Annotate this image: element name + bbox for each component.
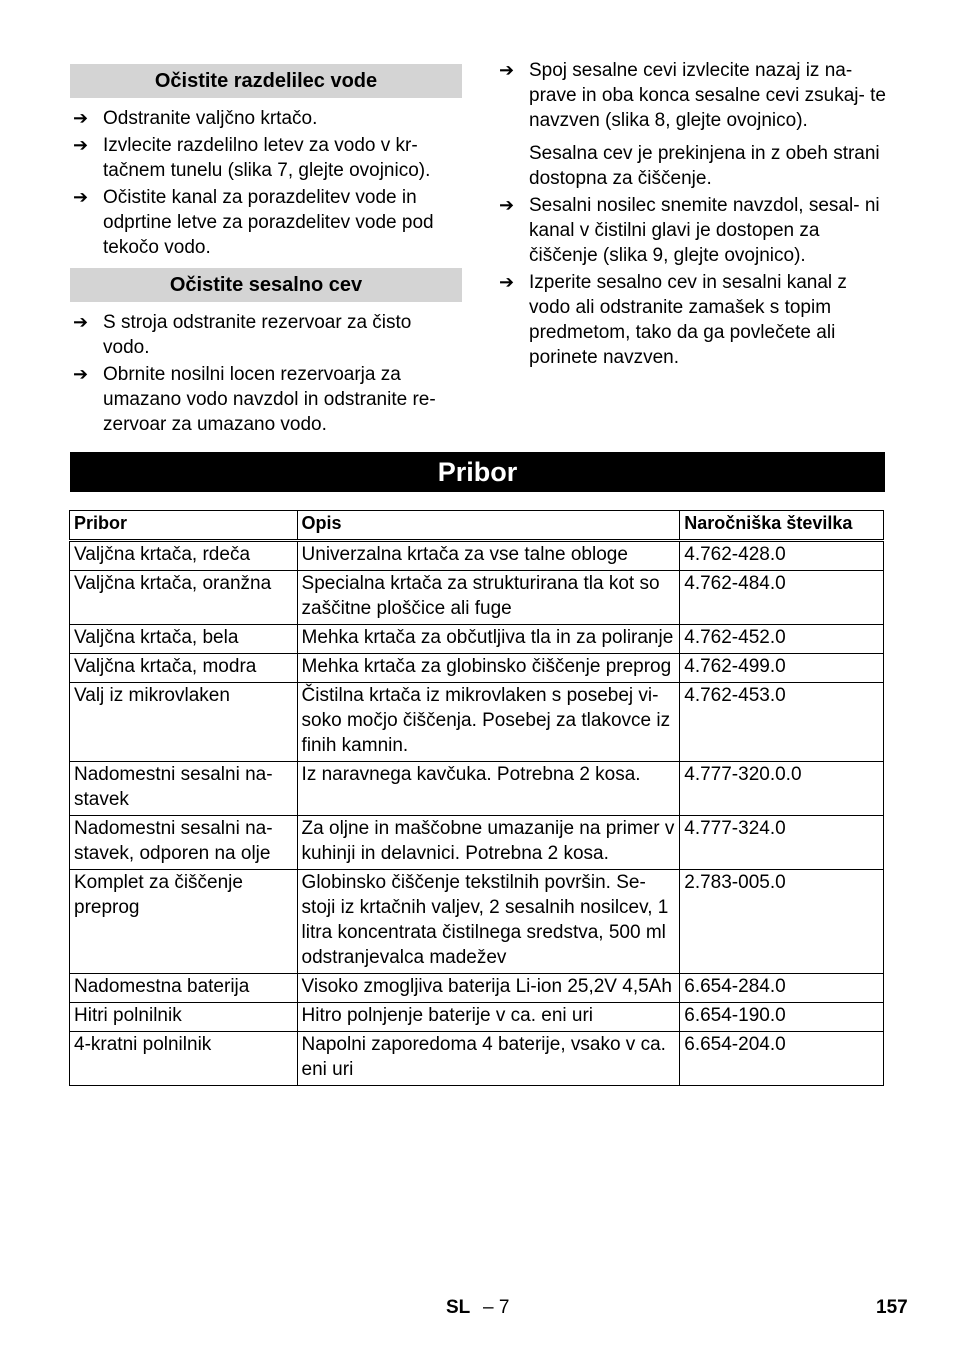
column-header-description: Opis bbox=[297, 511, 680, 541]
cell-description: Iz naravnega kavčuka. Potrebna 2 kosa. bbox=[297, 762, 680, 816]
accessories-table bbox=[69, 510, 884, 1086]
cell-description: Hitro polnjenje baterije v ca. eni uri bbox=[297, 1003, 680, 1032]
table-row bbox=[70, 870, 884, 974]
column-header-accessory: Pribor bbox=[70, 511, 298, 541]
right-column bbox=[496, 58, 888, 378]
table-row bbox=[70, 762, 884, 816]
footer-section-page: – 7 bbox=[483, 1297, 510, 1318]
list-item-text: Izvlecite razdelilno letev za vodo v kr- tačnem tunelu (slika 7, glejte ovojnico). bbox=[103, 135, 431, 181]
bullet-list-suction-hose bbox=[70, 310, 462, 437]
list-item bbox=[70, 310, 462, 360]
cell-accessory: Valjčna krtača, oranžna bbox=[70, 571, 298, 625]
cell-order-number: 6.654-284.0 bbox=[680, 974, 884, 1003]
page-number: 157 bbox=[876, 1297, 908, 1318]
section-heading-suction-hose: Očistite sesalno cev bbox=[70, 268, 462, 302]
arrow-right-icon: ➔ bbox=[499, 60, 515, 80]
list-item-text: S stroja odstranite rezervoar za čisto vodo. bbox=[103, 312, 412, 358]
cell-description: Za oljne in maščobne umazanije na primer v kuhinji in delavnici. Potrebna 2 kosa. bbox=[297, 816, 680, 870]
cell-order-number: 4.777-320.0.0 bbox=[680, 762, 884, 816]
column-header-order-number: Naročniška številka bbox=[680, 511, 884, 541]
cell-order-number: 6.654-190.0 bbox=[680, 1003, 884, 1032]
bullet-list-water-distributor bbox=[70, 106, 462, 260]
cell-order-number: 6.654-204.0 bbox=[680, 1032, 884, 1086]
cell-order-number: 4.777-324.0 bbox=[680, 816, 884, 870]
table-row bbox=[70, 1003, 884, 1032]
cell-description: Mehka krtača za občutljiva tla in za poliranje bbox=[297, 625, 680, 654]
left-column bbox=[70, 58, 462, 445]
cell-accessory: Nadomestni sesalni na- stavek bbox=[70, 762, 298, 816]
table-row bbox=[70, 654, 884, 683]
cell-description: Univerzalna krtača za vse talne obloge bbox=[297, 541, 680, 571]
cell-description: Specialna krtača za strukturirana tla kot so zaščitne ploščice ali fuge bbox=[297, 571, 680, 625]
list-item bbox=[496, 193, 888, 268]
table-row bbox=[70, 816, 884, 870]
arrow-right-icon: ➔ bbox=[73, 135, 89, 155]
cell-description: Globinsko čiščenje tekstilnih površin. Se- stoji iz krtačnih valjev, 2 sesalnih nosilcev, 1 litra koncentrata čistilnega sredstva, 500 ml odstranjevalca madežev bbox=[297, 870, 680, 974]
bullet-list-right bbox=[496, 58, 888, 133]
cell-accessory: Nadomestna baterija bbox=[70, 974, 298, 1003]
table-row bbox=[70, 625, 884, 654]
cell-accessory: 4-kratni polnilnik bbox=[70, 1032, 298, 1086]
cell-order-number: 4.762-452.0 bbox=[680, 625, 884, 654]
footer-language: SL bbox=[446, 1297, 471, 1318]
cell-order-number: 2.783-005.0 bbox=[680, 870, 884, 974]
list-item bbox=[70, 362, 462, 437]
cell-accessory: Valj iz mikrovlaken bbox=[70, 683, 298, 762]
section-heading-water-distributor: Očistite razdelilec vode bbox=[70, 64, 462, 98]
list-item-text: Spoj sesalne cevi izvlecite nazaj iz na- prave in oba konca sesalne cevi zsukaj- te navzven (slika 8, glejte ovojnico). bbox=[529, 60, 886, 131]
table-row bbox=[70, 571, 884, 625]
list-item-text: Izperite sesalno cev in sesalni kanal z vodo ali odstranite zamašek s topim predmetom, tako da ga povlečete ali porinete navzven. bbox=[529, 272, 847, 368]
cell-description: Mehka krtača za globinsko čiščenje preprog bbox=[297, 654, 680, 683]
table-row bbox=[70, 974, 884, 1003]
cell-description: Napolni zaporedoma 4 baterije, vsako v ca. eni uri bbox=[297, 1032, 680, 1086]
arrow-right-icon: ➔ bbox=[499, 272, 515, 292]
table-row bbox=[70, 541, 884, 571]
accessories-table-body bbox=[70, 541, 884, 1086]
cell-accessory: Komplet za čiščenje preprog bbox=[70, 870, 298, 974]
cell-order-number: 4.762-484.0 bbox=[680, 571, 884, 625]
cell-order-number: 4.762-453.0 bbox=[680, 683, 884, 762]
list-item-text: Sesalni nosilec snemite navzdol, sesal- ni kanal v čistilni glavi je dostopen za čiščenje (slika 9, glejte ovojnico). bbox=[529, 195, 880, 266]
list-item-text: Odstranite valjčno krtačo. bbox=[103, 108, 318, 129]
cell-accessory: Nadomestni sesalni na- stavek, odporen na olje bbox=[70, 816, 298, 870]
list-item-text: Obrnite nosilni locen rezervoarja za umazano vodo navzdol in odstranite re- zervoar za umazano vodo. bbox=[103, 364, 436, 435]
list-item bbox=[496, 270, 888, 370]
cell-accessory: Hitri polnilnik bbox=[70, 1003, 298, 1032]
cell-accessory: Valjčna krtača, modra bbox=[70, 654, 298, 683]
list-item bbox=[70, 106, 462, 131]
cell-description: Čistilna krtača iz mikrovlaken s posebej vi- soko močjo čiščenja. Posebej za tlakovce iz finih kamnin. bbox=[297, 683, 680, 762]
cell-accessory: Valjčna krtača, bela bbox=[70, 625, 298, 654]
list-item bbox=[70, 185, 462, 260]
table-row bbox=[70, 683, 884, 762]
arrow-right-icon: ➔ bbox=[73, 364, 89, 384]
arrow-right-icon: ➔ bbox=[73, 108, 89, 128]
cell-order-number: 4.762-428.0 bbox=[680, 541, 884, 571]
arrow-right-icon: ➔ bbox=[499, 195, 515, 215]
accessories-banner-title: Pribor bbox=[70, 452, 885, 492]
cell-order-number: 4.762-499.0 bbox=[680, 654, 884, 683]
list-item-text: Očistite kanal za porazdelitev vode in odprtine letve za porazdelitev vode pod tekočo vodo. bbox=[103, 187, 434, 258]
table-row bbox=[70, 1032, 884, 1086]
arrow-right-icon: ➔ bbox=[73, 312, 89, 332]
table-header-row bbox=[70, 511, 884, 541]
bullet-list-right-2 bbox=[496, 193, 888, 370]
cell-accessory: Valjčna krtača, rdeča bbox=[70, 541, 298, 571]
list-item bbox=[70, 133, 462, 183]
note-text: Sesalna cev je prekinjena in z obeh strani dostopna za čiščenje. bbox=[529, 143, 880, 189]
list-item bbox=[496, 58, 888, 133]
cell-description: Visoko zmogljiva baterija Li-ion 25,2V 4,5Ah bbox=[297, 974, 680, 1003]
arrow-right-icon: ➔ bbox=[73, 187, 89, 207]
